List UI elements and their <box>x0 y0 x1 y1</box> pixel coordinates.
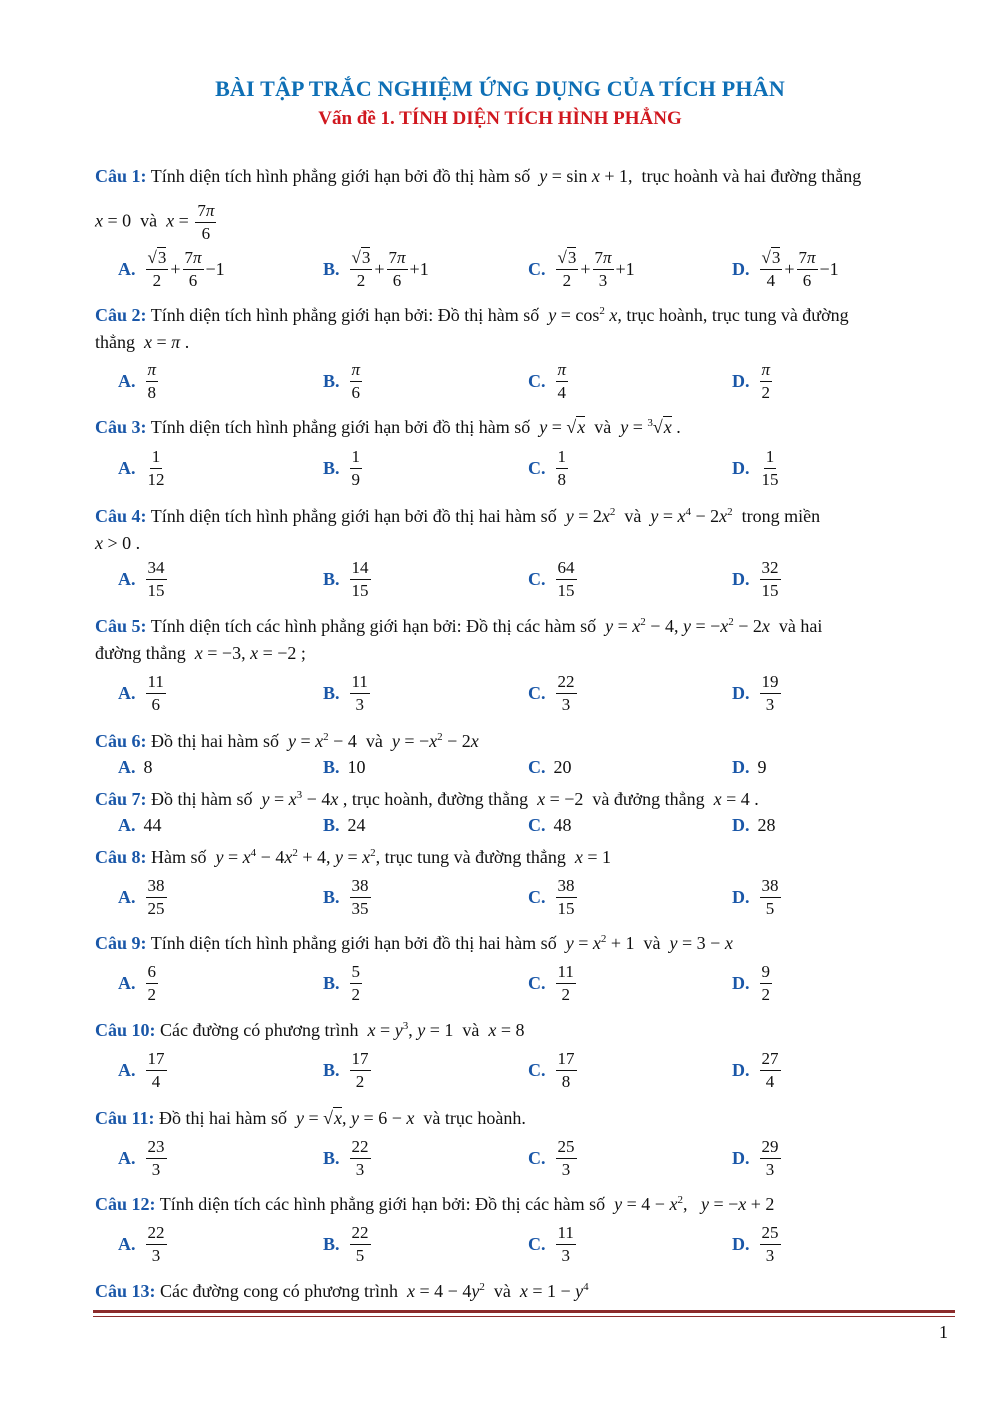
option-c[interactable]: C. $\frac{64}{15}$ <box>528 557 575 600</box>
question-text: Tính diện tích hình phẳng giới hạn bởi đồ thị hai hàm số <box>150 506 557 526</box>
question-8: Câu 8: Hàm số $y = x^4 - 4x^2 + 4$, $y = x^2$, trục tung và đường thẳng x = 1 <box>95 847 612 867</box>
page-number: 1 <box>939 1322 948 1342</box>
option-b[interactable]: B. $\frac{√3}{2}$ + $\frac{7\pi}{6}$ +1 <box>323 247 429 290</box>
footer-rule <box>93 1310 955 1313</box>
question-2-line2: thẳng x = π . <box>95 332 190 352</box>
question-text-tail: , trục hoành, đường thẳng <box>342 789 529 809</box>
conjunction: và <box>365 731 383 751</box>
option-a[interactable]: A. $\frac{23}{3}$ <box>118 1136 165 1179</box>
question-text-tail: trong miền <box>741 506 821 526</box>
option-d[interactable]: D. $\frac{29}{3}$ <box>732 1136 779 1179</box>
question-text: Các đường cong có phương trình <box>160 1281 399 1301</box>
question-1-options <box>118 244 958 294</box>
question-4: Câu 4: Tính diện tích hình phẳng giới hạn bởi đồ thị hai hàm số $y = 2x^2$ và $y = x^4 - 2x^2$ trong miền <box>95 506 821 526</box>
conjunction: và <box>643 933 661 953</box>
question-text: Tính diện tích hình phẳng giới hạn bởi đồ thị hai hàm số <box>150 933 557 953</box>
option-b[interactable]: B. $\frac{\pi}{6}$ <box>323 359 361 402</box>
option-d[interactable]: D. $\frac{27}{4}$ <box>732 1048 779 1091</box>
question-label: Câu 7: <box>95 789 147 809</box>
question-2-options <box>118 356 958 406</box>
question-2: Câu 2: Tính diện tích hình phẳng giới hạn bởi: Đồ thị hàm số $y = \cos^2 x$, trục hoành, trục tung và đường <box>95 305 849 325</box>
question-text-tail: và trục hoành. <box>423 1108 526 1128</box>
option-a[interactable]: A. $\frac{17}{4}$ <box>118 1048 165 1091</box>
question-6: Câu 6: Đồ thị hai hàm số $y = x^2 - 4$ và $y = -x^2 - 2x$ <box>95 731 479 751</box>
question-text: Hàm số <box>151 847 207 867</box>
question-text-tail2: thẳng <box>95 332 135 352</box>
option-d[interactable]: D. $\frac{9}{2}$ <box>732 961 770 1004</box>
question-1-line2: x = 0 và x = $\frac{7\pi}{6}$ <box>95 201 215 243</box>
question-8-options <box>118 872 958 922</box>
question-text: Các đường có phương trình <box>160 1020 359 1040</box>
option-a[interactable]: A. 8 <box>118 756 153 777</box>
option-b[interactable]: B. $\frac{5}{2}$ <box>323 961 361 1004</box>
question-7-options <box>118 813 958 837</box>
conjunction: và <box>140 210 158 231</box>
question-label: Câu 8: <box>95 847 147 867</box>
question-3-options <box>118 443 958 493</box>
option-a[interactable]: A. $\frac{\pi}{8}$ <box>118 359 157 402</box>
option-c[interactable]: C. $\frac{11}{2}$ <box>528 961 574 1004</box>
conjunction: và <box>493 1281 511 1301</box>
option-c[interactable]: C. $\frac{1}{8}$ <box>528 446 566 489</box>
option-c[interactable]: C. $\frac{\pi}{4}$ <box>528 359 567 402</box>
question-label: Câu 12: <box>95 1194 156 1214</box>
question-text: Tính diện tích hình phẳng giới hạn bởi đồ thị hàm số <box>150 417 531 437</box>
option-a[interactable]: A. $\frac{6}{2}$ <box>118 961 156 1004</box>
question-3: Câu 3: Tính diện tích hình phẳng giới hạn bởi đồ thị hàm số y = √x và y = $^3$√x . <box>95 417 681 437</box>
page-title: BÀI TẬP TRẮC NGHIỆM ỨNG DỤNG CỦA TÍCH PHÂN <box>215 76 785 101</box>
question-label: Câu 5: <box>95 616 147 636</box>
question-10: Câu 10: Các đường có phương trình $x = y^3$, y = 1 và x = 8 <box>95 1020 525 1040</box>
question-5-options <box>118 668 958 718</box>
question-label: Câu 13: <box>95 1281 156 1301</box>
option-b[interactable]: B. $\frac{11}{3}$ <box>323 671 368 714</box>
formula: y <box>539 166 548 186</box>
option-a[interactable]: A. $\frac{34}{15}$ <box>118 557 165 600</box>
question-text: Đồ thị hai hàm số <box>159 1108 288 1128</box>
question-4-options <box>118 554 958 604</box>
question-4-line2: x > 0 . <box>95 533 141 553</box>
question-9: Câu 9: Tính diện tích hình phẳng giới hạn bởi đồ thị hai hàm số $y = x^2 + 1$ và y = 3 − x <box>95 933 733 953</box>
option-d[interactable]: D. $\frac{1}{15}$ <box>732 446 779 489</box>
question-1: Câu 1: Tính diện tích hình phẳng giới hạn bởi đồ thị hàm số y = sin x + 1, trục hoành và hai đường thẳng <box>95 166 862 186</box>
option-d[interactable]: D. $\frac{√3}{4}$ + $\frac{7\pi}{6}$ −1 <box>732 247 839 290</box>
question-text: Đồ thị hai hàm số <box>151 731 280 751</box>
question-text-tail2: và đưởng thẳng <box>592 789 705 809</box>
question-13: Câu 13: Các đường cong có phương trình $x = 4 - 4y^2$ và $x = 1 - y^4$ <box>95 1281 589 1301</box>
question-10-options <box>118 1045 958 1095</box>
option-d[interactable]: D. 28 <box>732 814 776 835</box>
question-7: Câu 7: Đồ thị hàm số $y = x^3 - 4x$ , trục hoành, đường thẳng x = −2 và đưởng thẳng x = 4 . <box>95 789 759 809</box>
question-text-tail: , trục hoành, trục tung và đường <box>617 305 849 325</box>
question-label: Câu 2: <box>95 305 147 325</box>
option-b[interactable]: B. $\frac{14}{15}$ <box>323 557 369 600</box>
question-text: Tính diện tích các hình phẳng giới hạn bởi: Đồ thị các hàm số <box>150 616 597 636</box>
option-d[interactable]: D. $\frac{32}{15}$ <box>732 557 779 600</box>
option-c[interactable]: C. $\frac{22}{3}$ <box>528 671 575 714</box>
question-text-tail: , trục tung và đường thẳng <box>375 847 566 867</box>
question-label: Câu 9: <box>95 933 147 953</box>
question-label: Câu 6: <box>95 731 147 751</box>
option-b[interactable]: B. $\frac{17}{2}$ <box>323 1048 369 1091</box>
option-b[interactable]: B. $\frac{22}{3}$ <box>323 1136 369 1179</box>
option-c[interactable]: C. $\frac{17}{8}$ <box>528 1048 575 1091</box>
option-b[interactable]: B. 10 <box>323 756 366 777</box>
option-c[interactable]: C. 48 <box>528 814 572 835</box>
option-b[interactable]: B. $\frac{22}{5}$ <box>323 1222 369 1265</box>
question-5-line2: đường thẳng x = −3, x = −2 ; <box>95 643 306 663</box>
option-c[interactable]: C. 20 <box>528 756 572 777</box>
option-a[interactable]: A. $\frac{√3}{2}$ + $\frac{7\pi}{6}$ −1 <box>118 247 225 290</box>
fraction: $\frac{7\pi}{6}$ <box>197 201 215 243</box>
question-label: Câu 11: <box>95 1108 155 1128</box>
option-a[interactable]: A. $\frac{38}{25}$ <box>118 875 165 918</box>
option-b[interactable]: B. $\frac{38}{35}$ <box>323 875 369 918</box>
question-text-tail2: đường thẳng <box>95 643 186 663</box>
option-b[interactable]: B. $\frac{1}{9}$ <box>323 446 361 489</box>
question-text: Tính diện tích hình phẳng giới hạn bởi đồ thị hàm số <box>150 166 531 186</box>
option-d[interactable]: D. $\frac{38}{5}$ <box>732 875 779 918</box>
section-subtitle: Vấn đề 1. TÍNH DIỆN TÍCH HÌNH PHẲNG <box>318 108 682 129</box>
question-9-options <box>118 958 958 1008</box>
option-d[interactable]: D. $\frac{\pi}{2}$ <box>732 359 771 402</box>
question-text: Tính diện tích hình phẳng giới hạn bởi: Đồ thị hàm số <box>150 305 540 325</box>
question-text-tail: trục hoành và hai đường thẳng <box>641 166 862 186</box>
option-a[interactable]: A. $\frac{22}{3}$ <box>118 1222 165 1265</box>
option-c[interactable]: C. $\frac{√3}{2}$ + $\frac{7\pi}{3}$ +1 <box>528 247 635 290</box>
option-d[interactable]: D. 9 <box>732 756 767 777</box>
option-b[interactable]: B. 24 <box>323 814 366 835</box>
question-text: Tính diện tích các hình phẳng giới hạn bởi: Đồ thị các hàm số <box>159 1194 606 1214</box>
question-label: Câu 1: <box>95 166 147 186</box>
question-label: Câu 10: <box>95 1020 156 1040</box>
question-text-tail: và hai <box>778 616 823 636</box>
question-11-options <box>118 1133 958 1183</box>
question-6-options <box>118 755 958 779</box>
question-5: Câu 5: Tính diện tích các hình phẳng giới hạn bởi: Đồ thị các hàm số $y = x^2 - 4$, $y = -x^2 - 2x$ và hai <box>95 616 823 636</box>
option-d[interactable]: D. $\frac{25}{3}$ <box>732 1222 779 1265</box>
conjunction: và <box>594 417 612 437</box>
option-a[interactable]: A. $\frac{1}{12}$ <box>118 446 165 489</box>
option-d[interactable]: D. $\frac{19}{3}$ <box>732 671 779 714</box>
option-a[interactable]: A. $\frac{11}{6}$ <box>118 671 164 714</box>
option-a[interactable]: A. 44 <box>118 814 162 835</box>
question-11: Câu 11: Đồ thị hai hàm số y = √x, y = 6 − x và trục hoành. <box>95 1108 526 1128</box>
option-c[interactable]: C. $\frac{11}{3}$ <box>528 1222 574 1265</box>
conjunction: và <box>462 1020 480 1040</box>
option-c[interactable]: C. $\frac{25}{3}$ <box>528 1136 575 1179</box>
question-text: Đồ thị hàm số <box>151 789 253 809</box>
question-12-options <box>118 1219 958 1269</box>
question-label: Câu 3: <box>95 417 147 437</box>
conjunction: và <box>624 506 642 526</box>
option-c[interactable]: C. $\frac{38}{15}$ <box>528 875 575 918</box>
question-label: Câu 4: <box>95 506 147 526</box>
footer-rule-thin <box>93 1316 955 1317</box>
question-12: Câu 12: Tính diện tích các hình phẳng giới hạn bởi: Đồ thị các hàm số $y = 4 - x^2$, y = −x + 2 <box>95 1194 775 1214</box>
